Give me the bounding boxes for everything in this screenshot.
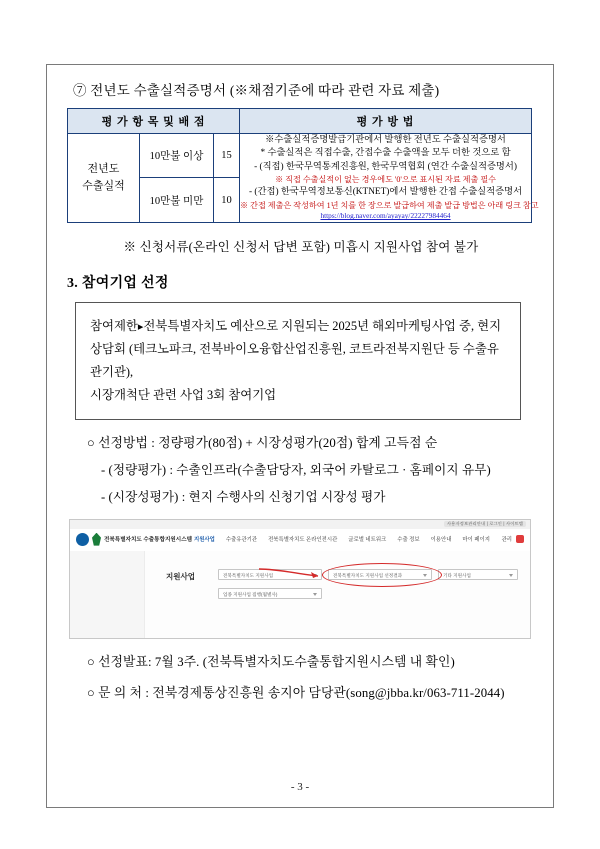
method-line-link[interactable]: https://blog.naver.com/ayayay/22227984464: [320, 211, 451, 221]
cell-category: 전년도 수출실적: [68, 134, 140, 223]
nav-item-admin[interactable]: 관리: [501, 536, 512, 543]
annotation-arrow-icon: [258, 567, 324, 579]
sub-bullet-quantitative: - (정량평가) : 수출인프라(수출담당자, 외국어 카탈로그 · 홈페이지 유무): [101, 462, 491, 477]
header-evaluation-method: 평 가 방 법: [240, 109, 532, 134]
cell-tier-1: 10만불 이상: [140, 134, 214, 178]
method-line-5: - (간접) 한국무역정보통신(KTNET)에서 발행한 간접 수출실적증명서: [248, 187, 523, 198]
select-industry-project[interactable]: 업종 지원사업 집행(월별사): [218, 588, 322, 599]
submission-note: ※ 신청서류(온라인 신청서 답변 포함) 미흡시 지원사업 참여 불가: [123, 239, 479, 254]
section-3-title: 참여기업 선정: [81, 275, 169, 291]
form-label-support-project: 지원사업: [166, 571, 195, 581]
page-number: - 3 -: [290, 781, 310, 793]
item-7-text: 전년도 수출실적증명서 (※채점기준에 따라 관련 자료 제출): [90, 83, 440, 98]
method-line-4: ※ 직접 수출실적이 없는 경우에도 '0'으로 표시된 자료 제출 필수: [275, 175, 496, 185]
method-line-6: ※ 간접 제출은 작성하여 1년 치를 한 장으로 발급하여 제출 발급 방법은 아래 링크 참고: [240, 200, 539, 210]
table-header-row: [68, 109, 532, 134]
select-selection-result[interactable]: 전북특별자치도 지원사업 선정결과: [328, 569, 432, 580]
restriction-line-2: 상담회 (테크노파크, 전북바이오융합산업진흥원, 코트라전북지원단 등 수출유관기관),: [90, 341, 499, 379]
header-evaluation-items: 평 가 항 목 및 배 점: [68, 109, 240, 134]
method-line-1: ※수출실적증명발급기관에서 발행한 전년도 수출실적증명서: [265, 135, 506, 145]
section-3-number: 3.: [67, 275, 79, 291]
screenshot-sidebar: [70, 551, 145, 638]
annotation-ellipse: [322, 563, 442, 587]
page-content: [65, 79, 537, 701]
nav-item-guide[interactable]: 이용안내: [430, 536, 452, 543]
nav-item-export-info[interactable]: 수출 정보: [397, 536, 420, 543]
arrow-icon: ▸: [137, 320, 144, 333]
screenshot-body: [70, 551, 530, 638]
restriction-label: 참여제한: [90, 318, 138, 333]
table-row: [68, 134, 532, 178]
cell-points-1: 15: [214, 134, 240, 178]
logo-leaf-icon: [92, 533, 101, 546]
cell-tier-2: 10만불 미만: [140, 178, 214, 222]
logo-text: 전북특별자치도 수출통합지원시스템: [104, 537, 193, 544]
screenshot-navbar: [70, 529, 530, 552]
section-3-heading: [65, 272, 537, 292]
nav-item-export-agencies[interactable]: 수출유관기관: [225, 536, 258, 543]
bullet-announcement: ○ 선정발표: 7월 3주. (전북특별자치도수출통합지원시스템 내 확인): [87, 654, 455, 669]
bullet-selection-method: ○ 선정방법 : 정량평가(80점) + 시장성평가(20점) 합계 고득점 순: [87, 435, 438, 450]
bullet-contact: ○ 문 의 처 : 전북경제통상진흥원 송지아 담당관(song@jbba.kr/063-711-2044): [87, 685, 505, 700]
select-other-projects[interactable]: 기타 지원사업: [438, 569, 518, 580]
cell-evaluation-method: [240, 134, 539, 223]
nav-item-online-exhibition[interactable]: 전북특별자치도 온라인전시관: [268, 536, 338, 543]
site-logo[interactable]: [76, 533, 192, 546]
score-table: [67, 108, 539, 223]
nav-right-group: [502, 535, 524, 543]
nav-menu: [194, 535, 490, 543]
sub-bullet-marketability: - (시장성평가) : 현지 수행사의 신청기업 시장성 평가: [101, 489, 386, 504]
select-support-project[interactable]: 전북특별자치도 지원사업: [218, 569, 322, 580]
cart-icon[interactable]: [516, 535, 524, 543]
restriction-line-1: 전북특별자치도 예산으로 지원되는 2025년 해외마케팅사업 중, 현지: [143, 318, 502, 333]
document-page: [46, 64, 554, 808]
logo-circle-icon: [76, 533, 89, 546]
utility-links[interactable]: 사용자정보관리안내 | 로그인 | 사이트맵: [444, 521, 526, 527]
restriction-line-3: 시장개척단 관련 사업 3회 참여기업: [90, 387, 277, 402]
item-7-heading: [65, 79, 537, 99]
nav-item-support-projects[interactable]: 지원사업: [194, 536, 215, 543]
method-line-3: - (직접) 한국무역통계진흥원, 한국무역협회 (연간 수출실적증명서): [254, 161, 517, 172]
cell-points-2: 10: [214, 178, 240, 222]
system-screenshot: [69, 519, 531, 639]
method-line-2: * 수출실적은 직접수출, 간접수출 수출액을 모두 더한 것으로 함: [260, 148, 511, 159]
participation-restriction-box: [75, 302, 521, 420]
nav-item-mypage[interactable]: 마이 페이지: [462, 536, 490, 543]
nav-item-global-network[interactable]: 글로벌 네트워크: [348, 536, 387, 543]
item-7-marker: ⑦: [73, 83, 87, 98]
